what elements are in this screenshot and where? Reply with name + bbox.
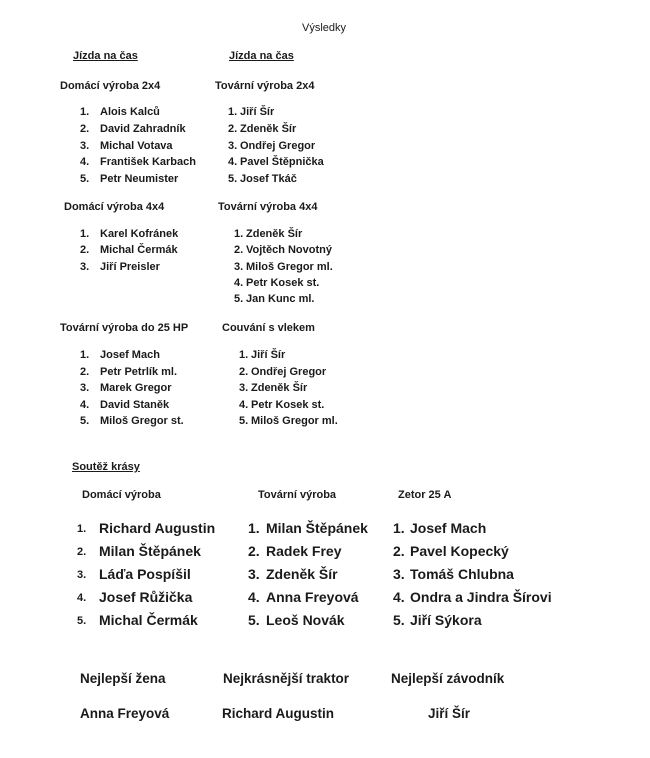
list-item: Vojtěch Novotný <box>246 244 332 256</box>
list-number: 1. <box>234 228 244 240</box>
list-item: Karel Kofránek <box>100 228 179 240</box>
list-number: 2. <box>248 543 260 559</box>
list-item: Jiří Sýkora <box>410 612 482 628</box>
list-number: 2. <box>234 244 244 256</box>
list-number: 2. <box>80 366 90 378</box>
list-item: Pavel Kopecký <box>410 543 509 559</box>
list-item: Radek Frey <box>266 543 342 559</box>
list-number: 3. <box>234 261 244 273</box>
list-item: Milan Štěpánek <box>99 543 201 559</box>
list-number: 4. <box>234 277 244 289</box>
list-number: 3. <box>77 569 87 581</box>
list-number: 3. <box>80 140 90 152</box>
list-number: 4. <box>393 589 405 605</box>
list-item: Jiří Šír <box>240 106 275 118</box>
list-item: Miloš Gregor ml. <box>251 415 338 427</box>
list-item: Anna Freyová <box>266 589 359 605</box>
list-number: 5. <box>228 173 238 185</box>
list-number: 5. <box>80 173 90 185</box>
list-item: Pavel Štěpnička <box>240 156 324 168</box>
home-4x4-title: Domácí výroba 4x4 <box>64 201 165 213</box>
list-number: 2. <box>77 546 87 558</box>
list-item: Ondřej Gregor <box>240 140 316 152</box>
list-number: 2. <box>239 366 249 378</box>
list-number: 4. <box>239 399 249 411</box>
list-number: 4. <box>228 156 238 168</box>
list-number: 3. <box>228 140 238 152</box>
factory-25hp-title: Tovární výroba do 25 HP <box>60 322 189 334</box>
list-number: 1. <box>80 228 90 240</box>
list-number: 3. <box>248 566 260 582</box>
list-item: Richard Augustin <box>99 520 216 536</box>
list-item: Michal Votava <box>100 140 173 152</box>
list-number: 1. <box>228 106 238 118</box>
list-item: Petr Neumister <box>100 173 179 185</box>
list-item: Michal Čermák <box>99 612 198 628</box>
list-item: Josef Mach <box>410 520 487 536</box>
list-number: 2. <box>80 244 90 256</box>
best-tractor-winner: Richard Augustin <box>222 706 335 721</box>
list-number: 4. <box>80 399 90 411</box>
list-item: Jan Kunc ml. <box>246 293 315 305</box>
list-item: Josef Tkáč <box>240 173 297 185</box>
list-number: 1. <box>393 520 405 536</box>
list-number: 1. <box>77 523 87 535</box>
list-item: Jiří Šír <box>251 349 286 361</box>
list-number: 3. <box>80 261 90 273</box>
list-item: Zdeněk Šír <box>240 123 297 135</box>
list-item: Láďa Pospíšil <box>99 566 191 582</box>
beauty-factory-title: Tovární výroba <box>258 489 337 501</box>
list-number: 5. <box>77 615 87 627</box>
list-number: 5. <box>80 415 90 427</box>
list-item: Petr Kosek st. <box>246 277 320 289</box>
time-trial-header-left: Jízda na čas <box>73 50 138 62</box>
list-item: Zdeněk Šír <box>246 228 303 240</box>
list-item: Ondřej Gregor <box>251 366 327 378</box>
list-number: 2. <box>228 123 238 135</box>
list-number: 5. <box>239 415 249 427</box>
list-number: 4. <box>248 589 260 605</box>
factory-2x4-title: Tovární výroba 2x4 <box>215 80 315 92</box>
list-number: 5. <box>248 612 260 628</box>
list-item: Zdeněk Šír <box>251 382 308 394</box>
list-item: Petr Petrlík ml. <box>100 366 178 378</box>
beauty-header: Soutěž krásy <box>72 461 140 473</box>
list-item: Leoš Novák <box>266 612 345 628</box>
beauty-zetor-title: Zetor 25 A <box>398 489 452 501</box>
home-2x4-title: Domácí výroba 2x4 <box>60 80 161 92</box>
list-item: Alois Kalců <box>100 106 160 118</box>
list-item: Jiří Preisler <box>100 261 160 273</box>
list-item: Miloš Gregor st. <box>100 415 184 427</box>
best-racer-label: Nejlepší závodník <box>391 671 505 686</box>
best-tractor-label: Nejkrásnější traktor <box>223 671 350 686</box>
beauty-home-title: Domácí výroba <box>82 489 161 501</box>
best-woman-winner: Anna Freyová <box>80 706 170 721</box>
list-number: 4. <box>80 156 90 168</box>
list-number: 1. <box>80 106 90 118</box>
list-item: Josef Růžička <box>99 589 193 605</box>
best-woman-label: Nejlepší žena <box>80 671 166 686</box>
list-number: 1. <box>239 349 249 361</box>
best-racer-winner: Jiří Šír <box>428 706 471 721</box>
list-number: 3. <box>80 382 90 394</box>
list-number: 3. <box>393 566 405 582</box>
reversing-title: Couvání s vlekem <box>222 322 315 334</box>
list-number: 5. <box>234 293 244 305</box>
page-title: Výsledky <box>302 22 347 34</box>
list-item: David Staněk <box>100 399 170 411</box>
list-number: 5. <box>393 612 405 628</box>
list-item: Marek Gregor <box>100 382 172 394</box>
list-item: Josef Mach <box>100 349 160 361</box>
list-number: 4. <box>77 592 87 604</box>
factory-4x4-title: Tovární výroba 4x4 <box>218 201 318 213</box>
list-number: 1. <box>248 520 260 536</box>
list-item: Petr Kosek st. <box>251 399 325 411</box>
list-number: 3. <box>239 382 249 394</box>
time-trial-header-right: Jízda na čas <box>229 50 294 62</box>
list-item: Ondra a Jindra Šírovi <box>410 589 552 605</box>
list-item: František Karbach <box>100 156 196 168</box>
list-item: Michal Čermák <box>100 244 178 256</box>
list-number: 2. <box>393 543 405 559</box>
list-item: Zdeněk Šír <box>266 566 338 582</box>
list-item: Milan Štěpánek <box>266 520 368 536</box>
list-number: 1. <box>80 349 90 361</box>
list-item: Tomáš Chlubna <box>410 566 514 582</box>
list-item: Miloš Gregor ml. <box>246 261 333 273</box>
list-number: 2. <box>80 123 90 135</box>
list-item: David Zahradník <box>100 123 186 135</box>
